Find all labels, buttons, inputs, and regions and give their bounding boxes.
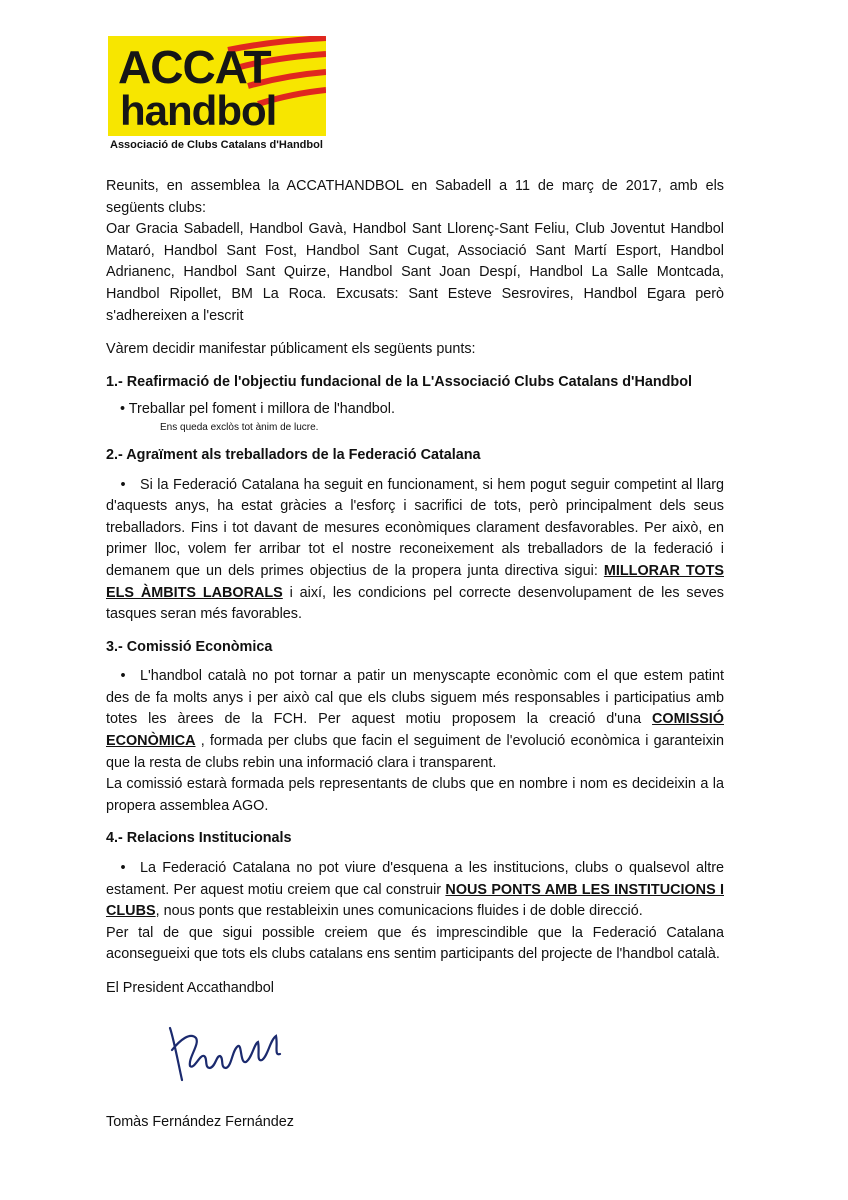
section-4-text-a: La Federació Catalana no pot viure d'esquena a les institucions, clubs o qualsevol altre estament. Per aquest motiu creiem que cal construir (106, 860, 724, 898)
section-1-note: Ens queda exclòs tot ànim de lucre. (160, 421, 319, 433)
points-intro: Vàrem decidir manifestar públicament els següents punts: (106, 341, 476, 358)
section-2-text-b: i així, les condicions pel correcte desenvolupament de les seves tasques seran més favorables. (106, 584, 724, 623)
bullet-icon: • (120, 860, 126, 877)
logo-subtitle: Associació de Clubs Catalans d'Handbol (110, 139, 323, 151)
section-2-paragraph (106, 475, 724, 626)
section-3-text-a: L'handbol català no pot tornar a patir un menyscapte econòmic com el que estem patint des de fa molts anys i per això cal que els clubs siguem més responsables i participatius amb totes les àrees de la FCH. Per aquest motiu proposem la creació d'una (106, 668, 724, 728)
section-2-heading: 2.- Agraïment als treballadors de la Federació Catalana (106, 446, 481, 463)
section-4-paragraph (106, 858, 724, 923)
bullet-icon: • (120, 401, 126, 418)
signatory-name: Tomàs Fernández Fernández (106, 1114, 294, 1130)
club-list-paragraph: Oar Gracia Sabadell, Handbol Gavà, Handbol Sant Llorenç-Sant Feliu, Club Joventut Handbol Mataró, Handbol Sant Fost, Handbol Sant Cugat, Associació Sant Martí Esport, Handbol Adrianenc, Handbol Sant Quirze, Handbol Sant Joan Despí, Handbol La Salle Montcada, Handbol Ripollet, BM La Roca. Excusats: Sant Esteve Sesrovires, Handbol Egara però s'adhereixen a l'escrit (106, 221, 724, 324)
logo-word-handbol: handbol (120, 87, 277, 134)
section-1-bullet-text: Treballar pel foment i millora de l'handbol. (128, 401, 395, 418)
section-4-emphasis: NOUS PONTS AMB LES INSTITUCIONS I CLUBS (106, 881, 724, 920)
handwritten-signature (160, 1010, 310, 1090)
section-3-paragraph-2: La comissió estarà formada pels representants de clubs que en nombre i nom es decideixin a la propera assemblea AGO. (106, 776, 724, 814)
section-3-emphasis: COMISSIÓ ECONÒMICA (106, 711, 724, 750)
section-2-emphasis: MILLORAR TOTS ELS ÀMBITS LABORALS (106, 562, 724, 601)
section-1-bullet (120, 399, 724, 421)
section-3-paragraph (106, 666, 724, 774)
section-4-paragraph-2: Per tal de que sigui possible creiem que és imprescindible que la Federació Catalana aconsegueixi que tots els clubs catalans ens sentim participants del projecte de l'handbol català. (106, 924, 724, 963)
section-4-text-b: , nous ponts que restableixin unes comunicacions fluides i de doble direcció. (155, 903, 643, 920)
section-2-text-a: Si la Federació Catalana ha seguit en funcionament, si hem pogut seguir competint al llarg d'aquests anys, ha estat gràcies a l'esforç i sacrifici de tots, però principalment dels seus treballadors. Fins i tot davant de mesures econòmiques clarament desfavorables. Per això, en primer lloc, volem fer arribar tot el nostre reconeixement als treballadors de la federació i demanem que un dels primes objectius de la propera junta directiva sigui: (106, 476, 724, 579)
letter-body (106, 176, 724, 1000)
section-3-text-b: , formada per clubs que facin el seguiment de l'evolució econòmica i garanteixin que la resta de clubs rebin una informació clara i transparent. (106, 733, 724, 771)
logo-yellow-field (108, 36, 326, 136)
section-3-heading: 3.- Comissió Econòmica (106, 638, 273, 655)
accat-handbol-logo (108, 36, 326, 158)
section-1-heading: 1.- Reafirmació de l'objectiu fundacional de la L'Associació Clubs Catalans d'Handbol (106, 373, 693, 390)
closing-president: El President Accathandbol (106, 980, 275, 996)
bullet-icon: • (120, 668, 126, 685)
bullet-icon: • (120, 476, 126, 493)
section-4-heading: 4.- Relacions Institucionals (106, 830, 292, 847)
logo-word-accat: ACCAT (118, 41, 271, 93)
intro-paragraph: Reunits, en assemblea la ACCATHANDBOL en Sabadell a 11 de març de 2017, amb els següents clubs: (106, 178, 724, 216)
